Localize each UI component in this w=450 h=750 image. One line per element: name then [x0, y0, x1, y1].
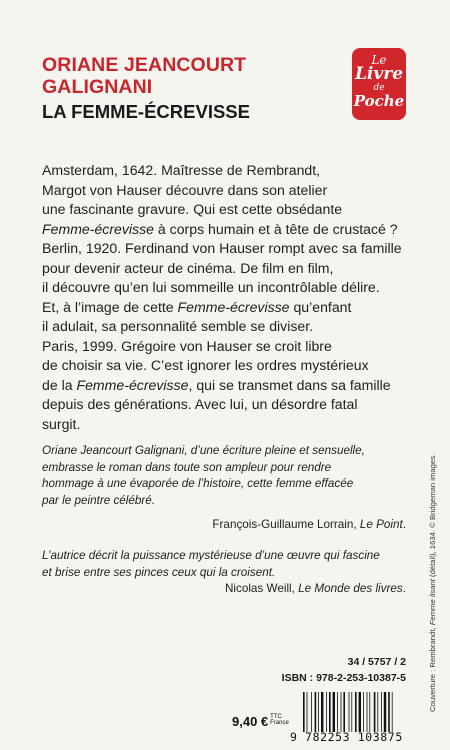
- italic-title: Femme-écrevisse: [177, 298, 290, 315]
- logo-line-2: Livre: [354, 64, 404, 84]
- barcode-bar: [374, 692, 376, 732]
- barcode-bar: [311, 692, 312, 732]
- quote-2-source: Le Monde des livres: [298, 582, 403, 595]
- back-cover-summary: [42, 161, 432, 434]
- barcode-bar: [333, 692, 335, 732]
- barcode-bar: [377, 692, 378, 732]
- logo-line-1: Le: [371, 53, 387, 67]
- barcode-bar: [329, 692, 331, 732]
- quote-2-attribution: [225, 581, 406, 597]
- author-line-2: GALIGNANI: [42, 76, 153, 98]
- summary-line: Paris, 1999. Grégoire von Hauser se croit libre: [42, 337, 332, 354]
- quote-line: L’autrice décrit la puissance mystérieuse d’une œuvre qui fascine: [42, 549, 380, 562]
- quote-1-author: François-Guillaume Lorrain,: [212, 518, 360, 531]
- summary-line: Margot von Hauser découvre dans son atelier: [42, 181, 328, 198]
- barcode-bar: [381, 692, 382, 732]
- barcode-bar: [337, 692, 338, 732]
- italic-title: Femme-écrevisse: [76, 376, 189, 393]
- quote-line: par le peintre célébré.: [42, 493, 156, 507]
- barcode-bar: [369, 692, 370, 732]
- barcode-bar: [392, 692, 393, 732]
- quote-2-author: Nicolas Weill,: [224, 582, 299, 595]
- barcode-bar: [315, 692, 317, 732]
- barcode-bar: [343, 692, 345, 732]
- quote-1-end: .: [402, 518, 406, 531]
- price: [232, 714, 289, 729]
- barcode-bar: [351, 692, 352, 732]
- barcode-bar: [303, 692, 305, 732]
- barcode-bar: [307, 692, 308, 732]
- price-tax-note: [270, 714, 289, 726]
- barcode-bar: [388, 692, 390, 732]
- quote-1-attribution: [212, 517, 406, 533]
- logo-line-3: de: [373, 83, 385, 93]
- cover-credit: [428, 454, 437, 712]
- quote-line: embrasse le roman dans toute son ampleur pour rendre: [42, 460, 332, 474]
- barcode-bar: [355, 692, 357, 732]
- quote-line: et brise entre ses pinces ceux qui la croisent.: [42, 565, 276, 579]
- book-title: LA FEMME-ÉCREVISSE: [42, 101, 250, 122]
- quote-line: hommage à une évaporée de l’histoire, cette femme effacée: [42, 477, 354, 490]
- cover-credit-suffix: (détail), 1634. © Bridgeman images.: [428, 453, 437, 580]
- summary-line: il adulait, sa personnalité semble se diviser.: [42, 318, 314, 334]
- cover-credit-work: Femme lisant: [428, 579, 437, 626]
- summary-line: Berlin, 1920. Ferdinand von Hauser rompt avec sa famille: [42, 240, 402, 256]
- barcode-bar: [367, 692, 368, 732]
- summary-line: de choisir sa vie. C’est ignorer les ordres mystérieux: [42, 357, 369, 373]
- barcode-image: [302, 692, 412, 732]
- price-value: 9,40 €: [232, 714, 269, 729]
- summary-line: de la Femme-écrevisse, qui se transmet dans sa famille: [42, 376, 391, 393]
- quote-line: Oriane Jeancourt Galignani, d’une écriture pleine et sensuelle,: [42, 444, 365, 457]
- press-quote-1: [42, 443, 412, 509]
- barcode-bar: [326, 692, 327, 732]
- press-quote-2: [42, 548, 412, 581]
- catalog-codes: [282, 654, 406, 686]
- barcode-bar: [384, 692, 386, 732]
- quote-2-end: .: [402, 582, 406, 595]
- summary-line: Femme-écrevisse à corps humain et à tête de crustacé ?: [42, 220, 398, 237]
- summary-line: Et, à l’image de cette Femme-écrevisse qu’enfant: [42, 298, 352, 315]
- reference-number: 34 / 5757 / 2: [347, 656, 406, 668]
- summary-line: pour devenir acteur de cinéma. De film en film,: [42, 259, 334, 276]
- barcode-bar: [363, 692, 364, 732]
- author-name: [42, 54, 246, 98]
- italic-title: Femme-écrevisse: [42, 220, 154, 237]
- summary-line: Amsterdam, 1642. Maîtresse de Rembrandt,: [42, 162, 321, 178]
- barcode-bar: [341, 692, 342, 732]
- summary-line: depuis des générations. Avec lui, un désordre fatal: [42, 396, 358, 412]
- livre-de-poche-logo: [352, 48, 406, 120]
- summary-line: il découvre qu’en lui sommeille un incontrôlable délire.: [42, 279, 380, 295]
- quote-1-source: Le Point: [359, 518, 403, 531]
- price-ttc: TTC: [270, 714, 282, 720]
- isbn: ISBN : 978-2-253-10387-5: [281, 672, 406, 684]
- barcode-bar: [318, 692, 319, 732]
- summary-line: surgit.: [42, 415, 81, 432]
- barcode-bar: [359, 692, 361, 732]
- cover-credit-prefix: Couverture : Rembrandt,: [428, 625, 437, 712]
- barcode-bar: [321, 692, 323, 732]
- summary-line: une fascinante gravure. Qui est cette obsédante: [42, 201, 343, 217]
- barcode-bar: [349, 692, 350, 732]
- barcode-digits: 9 782253 103875: [290, 730, 403, 744]
- author-line-1: ORIANE JEANCOURT: [42, 54, 247, 76]
- price-country: France: [270, 720, 289, 726]
- logo-line-4: Poche: [353, 92, 405, 110]
